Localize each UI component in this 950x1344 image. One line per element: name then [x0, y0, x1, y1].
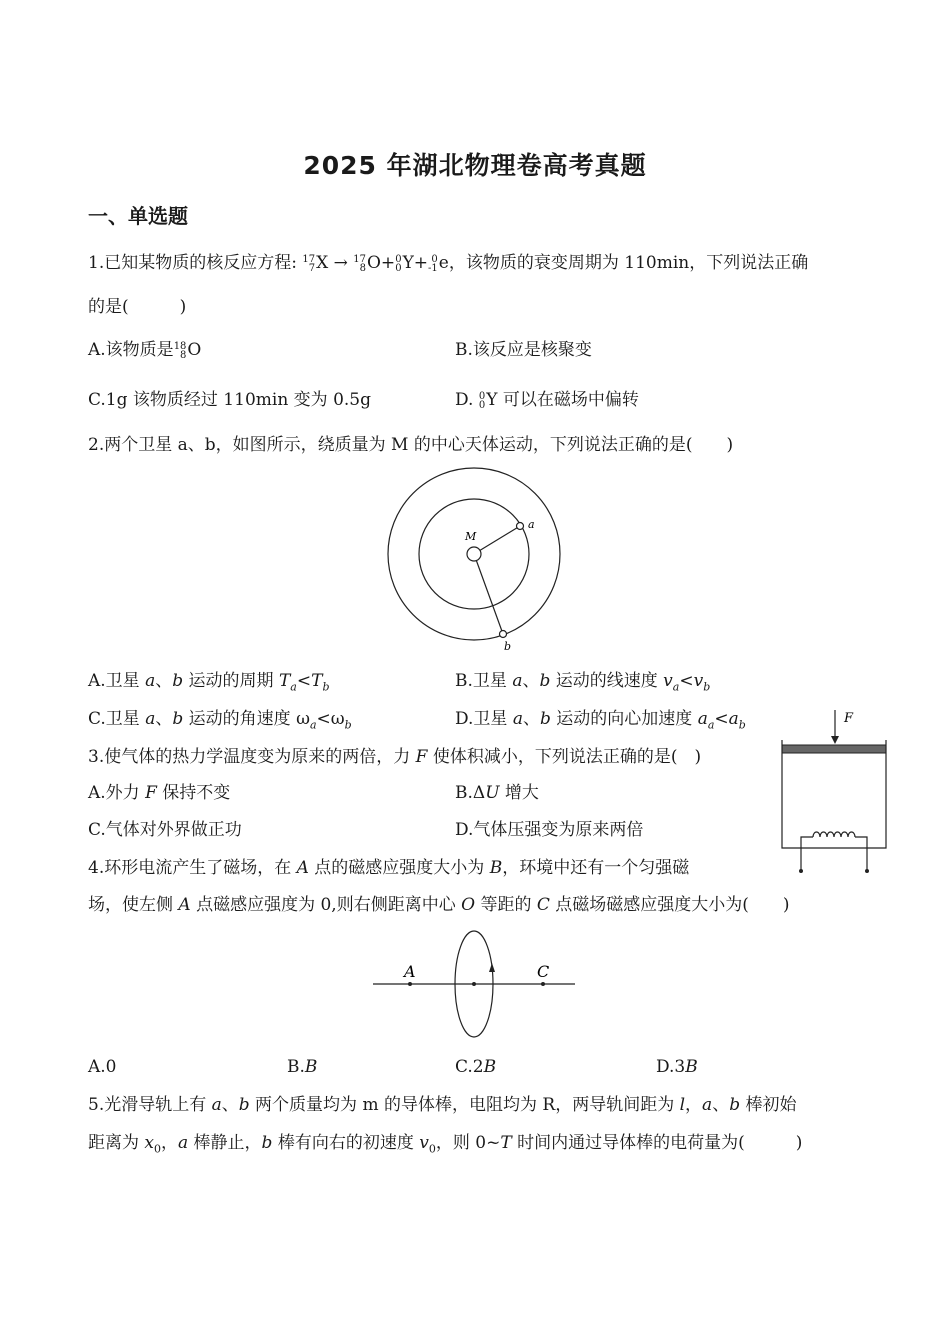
- satellite-a: [517, 523, 524, 530]
- question-4-option-b: B.B: [287, 1057, 318, 1077]
- question-2-option-c: C.卫星 a、b 运动的角速度 $\omega_a<\omega_b$: [88, 709, 352, 732]
- question-2-option-b: B.卫星 a、b 运动的线速度 $v_a<v_b$: [455, 671, 711, 694]
- question-3-option-a: A.外力 F 保持不变: [88, 783, 231, 803]
- current-direction-arrow: [489, 963, 495, 972]
- cylinder: [782, 740, 886, 848]
- orbit-diagram: [385, 465, 565, 655]
- question-4-option-c: C.2B: [455, 1057, 497, 1077]
- point-o: [472, 982, 476, 986]
- point-c: [541, 982, 545, 986]
- label-m: M: [465, 530, 477, 543]
- question-1-option-a: A.该物质是 18 8 O: [88, 340, 202, 361]
- heater-wire-left: [801, 837, 813, 870]
- heater-coil: [813, 832, 855, 837]
- question-2-stem: 2.两个卫星 a、b，如图所示，绕质量为 M 的中心天体运动，下列说法正确的是( ): [88, 435, 734, 455]
- question-4-stem: 4.环形电流产生了磁场，在 A 点的磁感应强度大小为 B，环境中还有一个匀强磁: [88, 858, 690, 878]
- radius-b: [474, 554, 503, 634]
- question-3-option-b: B.ΔU 增大: [455, 783, 539, 803]
- ring-current-diagram: [370, 928, 580, 1040]
- heater-wire-right: [855, 837, 867, 870]
- piston: [782, 745, 886, 753]
- question-1-stem: 1.已知某物质的核反应方程: 17 7 X → 17 8 O+ 0 0 Y+ 0 -1 e，该物质的衰变周期为 110min，下列说法正确: [88, 253, 809, 274]
- force-arrow-head: [831, 736, 839, 744]
- question-2-option-a: A.卫星 a、b 运动的周期 $T_a<T_b$: [88, 671, 330, 694]
- question-3-option-d: D.气体压强变为原来两倍: [455, 820, 644, 840]
- question-4-option-d: D.3B: [656, 1057, 698, 1077]
- isotope-x: 17 7: [302, 253, 316, 274]
- question-4-stem-line2: 场，使左侧 A 点磁感应强度为 0,则右侧距离中心 O 等距的 C 点磁场磁感应强度大小为( ): [88, 895, 790, 915]
- label-b: b: [504, 640, 512, 653]
- label-force: F: [844, 711, 854, 726]
- radius-a: [474, 526, 520, 554]
- terminal-left: [799, 869, 803, 873]
- question-1-option-d: D. 0 0 Y 可以在磁场中偏转: [455, 390, 639, 411]
- label-a: A: [404, 962, 416, 981]
- question-1-option-b: B.该反应是核聚变: [455, 340, 592, 360]
- page-title: 2025 年湖北物理卷高考真题: [303, 151, 647, 180]
- question-4-option-a: A.0: [88, 1057, 117, 1077]
- question-5-stem: 5.光滑导轨上有 a、b 两个质量均为 m 的导体棒，电阻均为 R，两导轨间距为 l，a、b 棒初始: [88, 1095, 797, 1115]
- central-body: [467, 547, 481, 561]
- question-1-option-c: C.1g 该物质经过 110min 变为 0.5g: [88, 390, 371, 410]
- section-heading: 一、单选题: [88, 204, 188, 228]
- question-1-stem-line2: 的是( ): [88, 297, 187, 317]
- question-3-option-c: C.气体对外界做正功: [88, 820, 242, 840]
- piston-diagram: [778, 708, 890, 878]
- point-a: [408, 982, 412, 986]
- label-a: a: [528, 518, 535, 531]
- question-5-stem-line2: 距离为 $x_0$，a 棒静止，b 棒有向右的初速度 $v_0$，则 0~T 时间内通过导体棒的电荷量为( ): [88, 1133, 803, 1156]
- satellite-b: [500, 631, 507, 638]
- terminal-right: [865, 869, 869, 873]
- label-c: C: [537, 962, 550, 981]
- question-2-option-d: D.卫星 a、b 运动的向心加速度 $a_a<a_b$: [455, 709, 746, 732]
- question-3-stem: 3.使气体的热力学温度变为原来的两倍，力 F 使体积减小，下列说法正确的是( ): [88, 747, 702, 767]
